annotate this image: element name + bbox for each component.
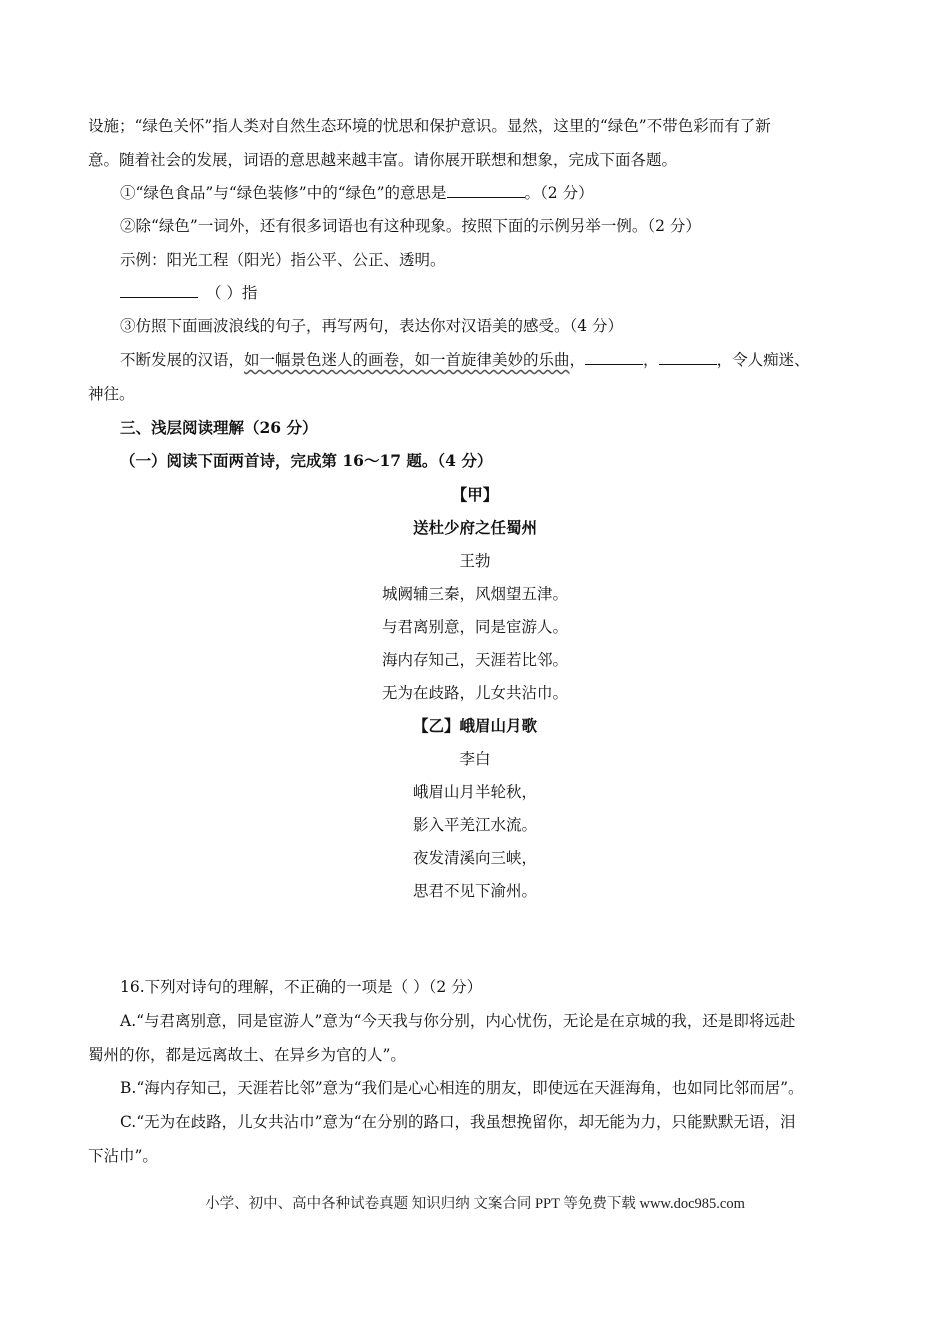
poem-line: 峨眉山月半轮秋， [412,783,537,801]
option-b: B.“海内存知己，天涯若比邻”意为“我们是心心相连的朋友，即使远在天涯海角，也如同比邻而居”。 [120,1079,804,1097]
option-a-line-1: A.“与君离别意，同是宦游人”意为“今天我与你分别，内心忧伤，无论是在京城的我，还是即将远赴 [120,1012,796,1030]
poem-yi-title: 【乙】峨眉山月歌 [412,716,537,735]
question-3-sentence-line-2: 神往。 [88,385,135,403]
comma: ， [569,351,586,369]
poem-line: 城阙辅三秦，风烟望五津。 [381,585,568,603]
answer-blank[interactable] [585,350,643,365]
answer-blank[interactable] [659,350,717,365]
section-subtitle: （一）阅读下面两首诗，完成第 16～17 题。（4 分） [120,451,493,470]
option-a-line-2: 蜀州的你，都是远离故土、在异乡为官的人”。 [88,1046,406,1064]
poem-line: 思君不见下渝州。 [412,882,537,900]
poem-jia-label: 【甲】 [451,485,499,504]
wavy-underlined-text: 如一幅景色迷人的画卷，如一首旋律美妙的乐曲 [244,351,570,369]
question-16-stem: 16.下列对诗句的理解，不正确的一项是（ ）（2 分） [120,978,483,996]
page-footer: 小学、初中、高中各种试卷真题 知识归纳 文案合同 PPT 等免费下载 www.doc985.com [205,1196,745,1212]
poem-line: 海内存知己，天涯若比邻。 [381,651,568,669]
poem-line: 与君离别意，同是宦游人。 [381,618,568,636]
question-1 [120,183,865,203]
section-title: 三、浅层阅读理解（26 分） [120,418,318,437]
comma: ， [643,351,659,369]
poem-jia-title: 送杜少府之任蜀州 [412,518,537,537]
question-1-text: ①“绿色食品”与“绿色装修”中的“绿色”的意思是 [120,184,447,202]
question-2-example: 示例：阳光工程（阳光）指公平、公正、透明。 [120,251,446,269]
poem-yi-author: 李白 [459,750,491,768]
question-3: ③仿照下面画波浪线的句子，再写两句，表达你对汉语美的感受。（4 分） [120,317,624,335]
question-2-answer-row [120,283,865,303]
poem-line: 夜发清溪向三峡， [412,849,537,867]
question-3-sentence [120,350,865,370]
sentence-start: 不断发展的汉语， [120,351,245,369]
answer-blank[interactable] [447,183,525,198]
option-c-line-1: C.“无为在歧路，儿女共沾巾”意为“在分别的路口，我虽想挽留你，却无能为力，只能默默无语，泪 [120,1113,796,1131]
question-2-answer-text: （ ）指 [206,284,258,302]
intro-line-2: 意。随着社会的发展，词语的意思越来越丰富。请你展开联想和想象，完成下面各题。 [88,151,678,169]
poem-line: 无为在歧路，儿女共沾巾。 [381,684,568,702]
sentence-end: ，令人痴迷、 [716,351,810,369]
answer-blank[interactable] [120,283,198,298]
poem-jia-author: 王勃 [459,552,491,570]
intro-line-1: 设施；“绿色关怀”指人类对自然生态环境的忧思和保护意识。显然，这里的“绿色”不带色彩而有了新 [88,117,771,135]
option-c-line-2: 下沾巾”。 [88,1147,158,1165]
poem-line: 影入平羌江水流。 [412,816,537,834]
question-1-score: 。（2 分） [524,184,594,202]
question-2: ②除“绿色”一词外，还有很多词语也有这种现象。按照下面的示例另举一例。（2 分） [120,217,701,235]
